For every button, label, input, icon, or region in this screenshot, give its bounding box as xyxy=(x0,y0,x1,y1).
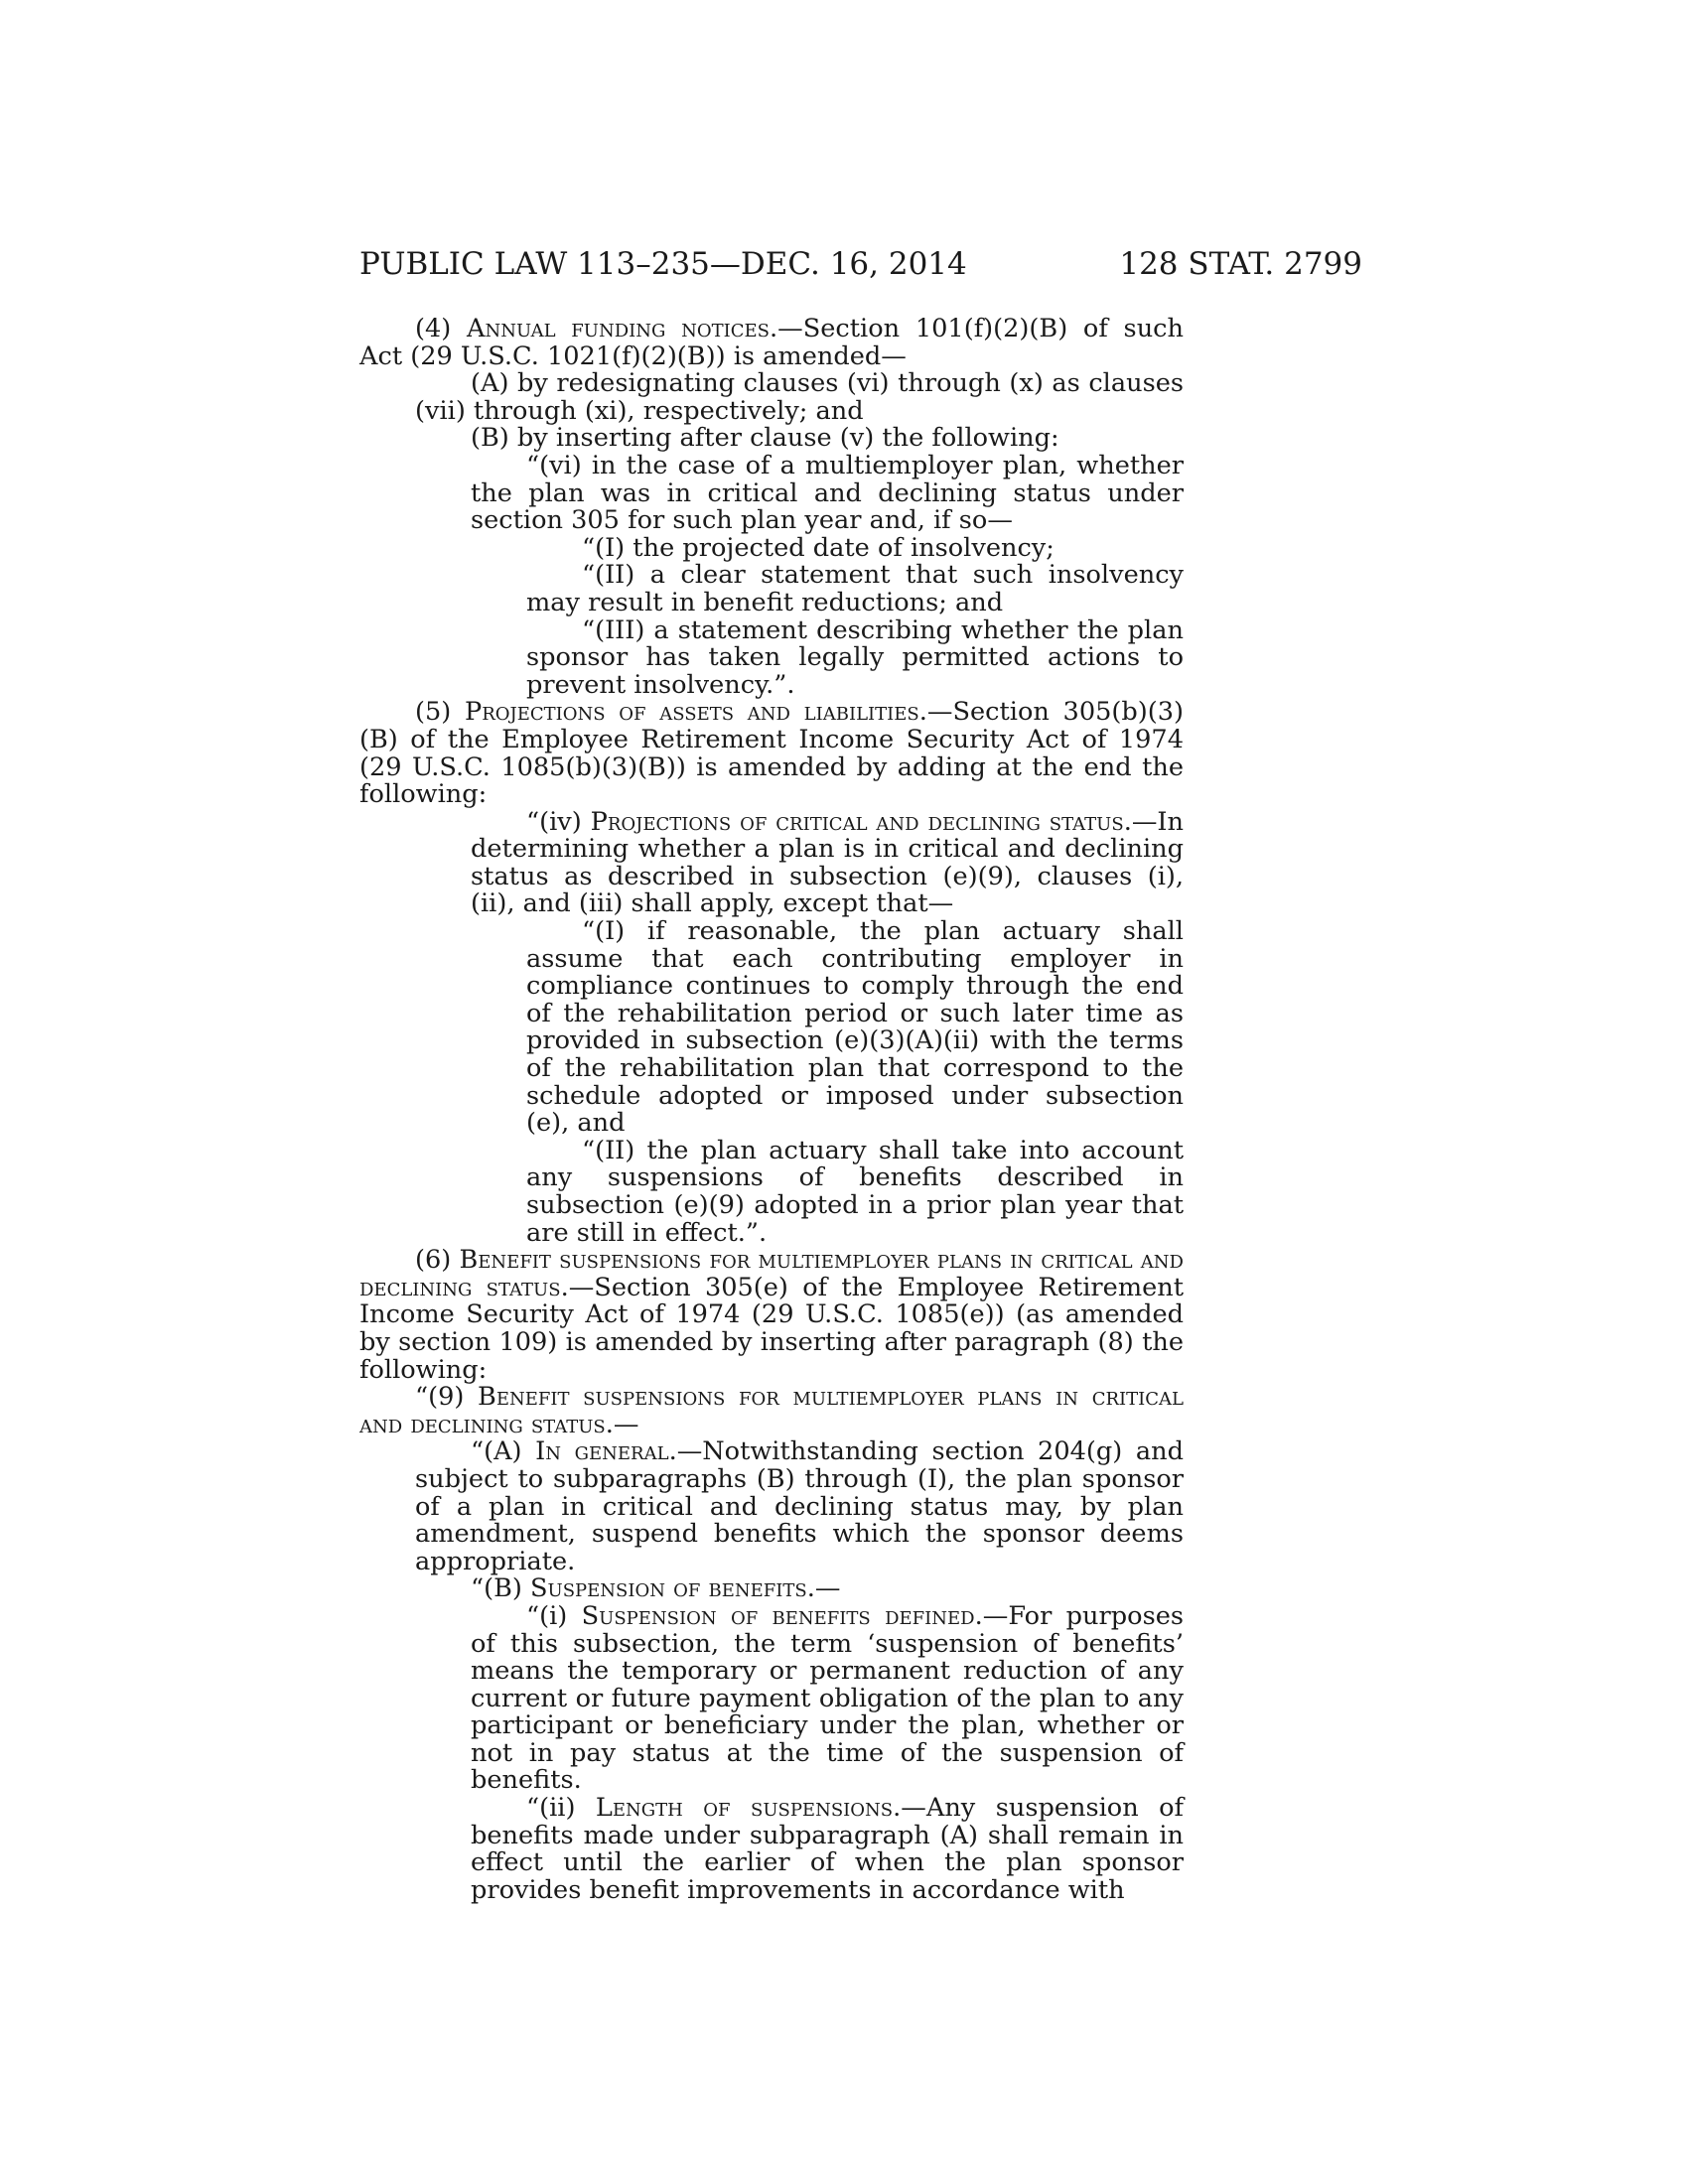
inserted-paragraph-9: “(9) Benefit suspensions for multiemployer plans in critical and declining status.— xyxy=(359,1382,1184,1439)
subclause-II: “(II) the plan actuary shall take into account any suspensions of benefits described in subsection (e)(9) adopted in a prior plan year that are still in effect.”. xyxy=(526,1135,1184,1248)
paragraph-4: (4) Annual funding notices.—Section 101(f)(2)(B) of such Act (29 U.S.C. 1021(f)(2)(B)) is amended— xyxy=(359,314,1184,371)
clause-heading: Suspension of benefits defined xyxy=(581,1600,975,1631)
running-head: PUBLIC LAW 113–235—DEC. 16, 2014 xyxy=(359,246,967,282)
subparagraph-4A: (A) by redesignating clauses (vi) through (x) as clauses (vii) through (xi), respectively; and xyxy=(415,368,1184,426)
paragraph-heading: Projections of assets and liabilities xyxy=(464,697,919,728)
subparagraph-4B: (B) by inserting after clause (v) the following: xyxy=(471,423,1059,454)
subparagraph-9A: “(A) In general.—Notwithstanding section 204(g) and subject to subparagraphs (B) through (I), the plan sponsor of a plan in critical and declining status may, by plan amendment, suspend benefits which the sponsor deems appropriate. xyxy=(415,1436,1184,1576)
paragraph-heading: Benefit suspensions for multiemployer plans in critical and declining status xyxy=(359,1382,1184,1439)
clause-heading: Length of suspensions xyxy=(595,1793,894,1824)
paragraph-6: (6) Benefit suspensions for multiemployer plans in critical and declining status.—Section 305(e) of the Employee Retirement Income Security Act of 1974 (29 U.S.C. 1085(e)) (as amended by section 109) is amended by inserting after paragraph (8) the following: xyxy=(359,1245,1184,1385)
clause-vi: “(vi) in the case of a multiemployer plan, whether the plan was in critical and declining status under section 305 for such plan year and, if so— xyxy=(471,450,1184,536)
clause-iv: “(iv) Projections of critical and declining status.—In determining whether a plan is in critical and declining status as described in subsection (e)(9), clauses (i), (ii), and (iii) shall apply, except that— xyxy=(471,806,1185,919)
paragraph-5: (5) Projections of assets and liabilities.—Section 305(b)(3)(B) of the Employee Retirement Income Security Act of 1974 (29 U.S.C. 1085(b)(3)(B)) is amended by adding at the end the following: xyxy=(359,697,1185,810)
paragraph-heading: Annual funding notices xyxy=(467,314,771,343)
subparagraph-heading: Suspension of benefits xyxy=(530,1573,807,1604)
subparagraph-9B: “(B) Suspension of benefits.— xyxy=(471,1573,841,1604)
paragraph-heading: Benefit suspensions for multiemployer plans in critical and declining status xyxy=(359,1245,1184,1302)
clause-heading: Projections of critical and declining status xyxy=(590,806,1124,837)
clause-9B-i: “(i) Suspension of benefits defined.—For purposes of this subsection, the term ‘suspension of benefits’ means the temporary or permanent reduction of any current or future payment obligation of the plan to any participant or beneficiary under the plan, whether or not in pay status at the time of the suspension of benefits. xyxy=(471,1600,1184,1796)
statute-body xyxy=(359,316,1184,1904)
page-header xyxy=(359,244,1362,284)
subclause-III: “(III) a statement describing whether the plan sponsor has taken legally permitted actions to prevent insolvency.”. xyxy=(526,614,1184,700)
subclause-I: “(I) if reasonable, the plan actuary shall assume that each contributing employer in compliance continues to comply through the end of the rehabilitation period or such later time as provided in subsection (e)(3)(A)(ii) with the terms of the rehabilitation plan that correspond to the schedule adopted or imposed under subsection (e), and xyxy=(526,916,1184,1139)
subclause-I: “(I) the projected date of insolvency; xyxy=(582,532,1055,563)
stat-page-number: 128 STAT. 2799 xyxy=(1119,246,1362,282)
subclause-II: “(II) a clear statement that such insolvency may result in benefit reductions; and xyxy=(526,560,1184,617)
subparagraph-heading: In general xyxy=(535,1436,669,1467)
clause-9B-ii: “(ii) Length of suspensions.—Any suspension of benefits made under subparagraph (A) shall remain in effect until the earlier of when the plan sponsor provides benefit improvements in accordance with xyxy=(471,1793,1185,1905)
